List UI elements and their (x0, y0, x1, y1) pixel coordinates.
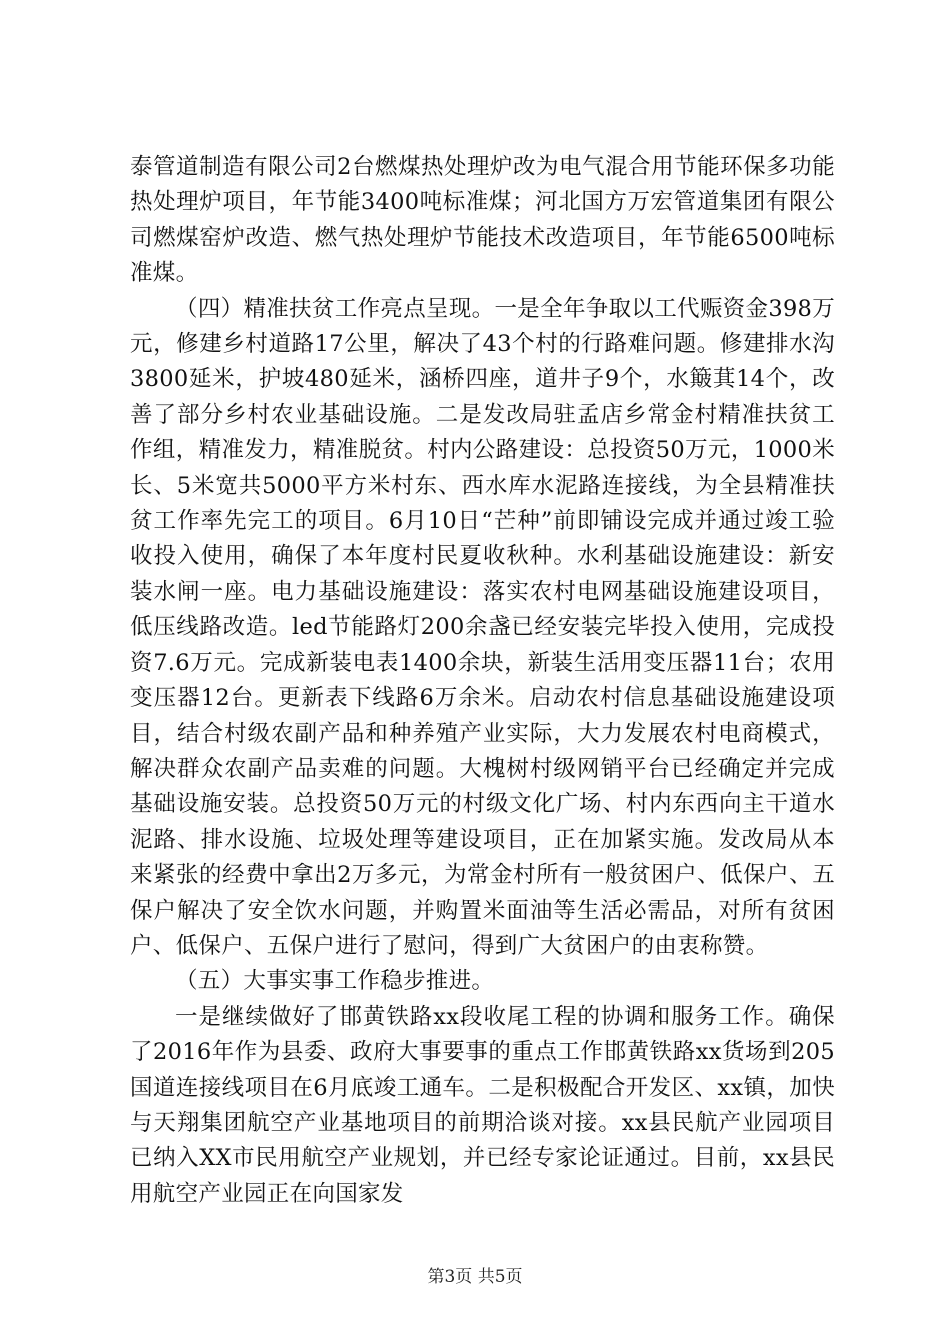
page-number-footer: 第3页 共5页 (427, 1267, 523, 1287)
paragraph-major-tasks: 一是继续做好了邯黄铁路xx段收尾工程的协调和服务工作。确保了2016年作为县委、政府大事要事的重点工作邯黄铁路xx货场到205国道连接线项目在6月底竣工通车。二是积极配合开发区、xx镇，加快与天翔集团航空产业基地项目的前期洽谈对接。xx县民航产业园项目已纳入XX市民用航空产业规划，并已经专家论证通过。目前，xx县民用航空产业园正在向国家发 (130, 1003, 835, 1207)
paragraph-continuation: 泰管道制造有限公司2台燃煤热处理炉改为电气混合用节能环保多功能热处理炉项目，年节能3400吨标准煤；河北国方万宏管道集团有限公司燃煤窑炉改造、燃气热处理炉节能技术改造项目，年节能6500吨标准煤。 (130, 154, 835, 287)
paragraph-poverty-alleviation: （四）精准扶贫工作亮点呈现。一是全年争取以工代赈资金398万元，修建乡村道路17公里，解决了43个村的行路难问题。修建排水沟3800延米，护坡480延米，涵桥四座，道井子9个，水簸萁14个，改善了部分乡村农业基础设施。二是发改局驻孟店乡常金村精准扶贫工作组，精准发力，精准脱贫。村内公路建设：总投资50万元，1000米长、5米宽共5000平方米村东、西水库水泥路连接线，为全县精准扶贫工作率先完工的项目。6月10日“芒种”前即铺设完成并通过竣工验收投入使用，确保了本年度村民夏收秋种。水利基础设施建设：新安装水闸一座。电力基础设施建设：落实农村电网基础设施建设项目，低压线路改造。led节能路灯200余盏已经安装完毕投入使用，完成投资7.6万元。完成新装电表1400余块，新装生活用变压器11台；农用变压器12台。更新表下线路6万余米。启动农村信息基础设施建设项目，结合村级农副产品和种养殖产业实际，大力发展农村电商模式，解决群众农副产品卖难的问题。大槐树村级网销平台已经确定并完成基础设施安装。总投资50万元的村级文化广场、村内东西向主干道水泥路、排水设施、垃圾处理等建设项目，正在加紧实施。发改局从本来紧张的经费中拿出2万多元，为常金村所有一般贫困户、低保户、五保户解决了安全饮水问题，并购置米面油等生活必需品，对所有贫困户、低保户、五保户进行了慰问，得到广大贫困户的由衷称赞。 (130, 295, 835, 959)
section-heading-major-tasks: （五）大事实事工作稳步推进。 (175, 968, 495, 995)
document-body (130, 150, 835, 1212)
